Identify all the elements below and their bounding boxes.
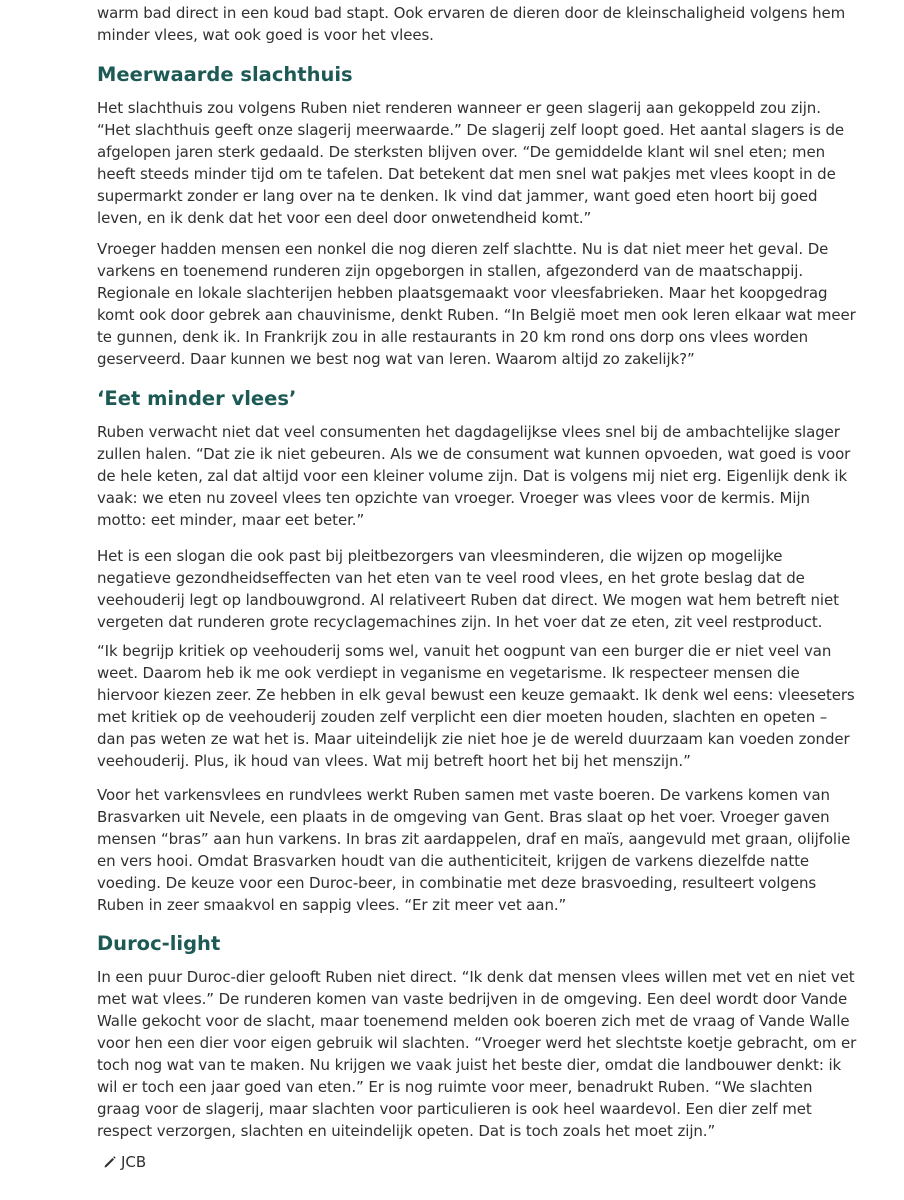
paragraph: Vroeger hadden mensen een nonkel die nog dieren zelf slachtte. Nu is dat niet meer het geval. De varkens en toenemend runderen zijn opgeborgen in stallen, afgezonderd van de maatschappij. Regionale en lokale slachterijen hebben plaatsgemaakt voor vleesfabrieken. Maar het koopgedrag komt ook door gebrek aan chauvinisme, denkt Ruben. “In België moet men ook leren elkaar wat meer te gunnen, denk ik. In Frankrijk zou in alle restaurants in 20 km rond ons dorp ons vlees worden geserveerd. Daar kunnen we best nog wat van leren. Waarom altijd zo zakelijk?” [97, 240, 856, 368]
section-heading-meerwaarde: Meerwaarde slachthuis [97, 63, 353, 86]
section-heading-eet-minder-vlees: ‘Eet minder vlees’ [97, 387, 297, 410]
paragraph: Ruben verwacht niet dat veel consumenten het dagdagelijkse vlees snel bij de ambachtelijke slager zullen halen. “Dat zie ik niet gebeuren. Als we de consument wat kunnen opvoeden, wat goed is voor de hele keten, zal dat altijd voor een kleiner volume zijn. Dat is volgens mij niet erg. Eigenlijk denk ik vaak: we eten nu zoveel vlees ten opzichte van vroeger. Vroeger was vlees voor de kermis. Mijn motto: eet minder, maar eet beter.” [97, 423, 851, 529]
paragraph: In een puur Duroc-dier gelooft Ruben niet direct. “Ik denk dat mensen vlees willen met vet en niet vet met wat vlees.” De runderen komen van vaste bedrijven in de omgeving. Een deel wordt door Vande Walle gekocht voor de slacht, maar toenemend melden ook boeren zich met de vraag of Vande Walle voor hen een dier voor eigen gebruik wil slachten. “Vroeger werd het slechtste koetje gebracht, om er toch nog wat van te maken. Nu krijgen we vaak juist het beste dier, omdat die landbouwer denkt: ik wil er toch een jaar goed van eten.” Er is nog ruimte voor meer, benadrukt Ruben. “We slachten graag voor de slagerij, maar slachten voor particulieren is ook heel waardevol. Een dier zelf met respect verzorgen, slachten en uiteindelijk opeten. Dat is toch zoals het moet zijn.” [97, 968, 857, 1140]
author-byline [103, 1151, 146, 1173]
paragraph: Het slachthuis zou volgens Ruben niet renderen wanneer er geen slagerij aan gekoppeld zou zijn. “Het slachthuis geeft onze slagerij meerwaarde.” De slagerij zelf loopt goed. Het aantal slagers is de afgelopen jaren sterk gedaald. De sterksten blijven over. “De gemiddelde klant wil snel eten; men heeft steeds minder tijd om te tafelen. Dat betekent dat men snel wat pakjes met vlees koopt in de supermarkt zonder er lang over na te denken. Ik vind dat jammer, want goed eten hoort bij goed leven, en ik denk dat het voor een deel door onwetendheid komt.” [97, 99, 845, 227]
pencil-icon [103, 1155, 117, 1169]
paragraph: “Ik begrijp kritiek op veehouderij soms wel, vanuit het oogpunt van een burger die er niet veel van weet. Daarom heb ik me ook verdiept in veganisme en vegetarisme. Ik respecteer mensen die hiervoor kiezen zeer. Ze hebben in elk geval bewust een keuze gemaakt. Ik denk wel eens: vleeseters met kritiek op de veehouderij zouden zelf verplicht een dier moeten houden, slachten en opeten – dan pas weten ze wat het is. Maar uiteindelijk zie niet hoe je de wereld duurzaam kan voeden zonder veehouderij. Plus, ik houd van vlees. Wat mij betreft hoort het bij het menszijn.” [97, 642, 855, 770]
section-heading-duroc-light: Duroc-light [97, 932, 221, 955]
paragraph: Het is een slogan die ook past bij pleitbezorgers van vleesminderen, die wijzen op mogelijke negatieve gezondheidseffecten van het eten van te veel rood vlees, en het grote beslag dat de veehouderij legt op landbouwgrond. Al relativeert Ruben dat direct. We mogen wat hem betreft niet vergeten dat runderen grote recyclagemachines zijn. In het voer dat ze eten, zit veel restproduct. [97, 547, 839, 631]
author-name[interactable]: JCB [121, 1153, 147, 1171]
paragraph: Voor het varkensvlees en rundvlees werkt Ruben samen met vaste boeren. De varkens komen van Brasvarken uit Nevele, een plaats in de omgeving van Gent. Bras slaat op het voer. Vroeger gaven mensen “bras” aan hun varkens. In bras zit aardappelen, draf en maïs, aangevuld met graan, olijfolie en vers hooi. Omdat Brasvarken houdt van die authenticiteit, krijgen de varkens diezelfde natte voeding. De keuze voor een Duroc-beer, in combinatie met deze brasvoeding, resulteert volgens Ruben in zeer smaakvol en sappig vlees. “Er zit meer vet aan.” [97, 786, 851, 914]
intro-paragraph: warm bad direct in een koud bad stapt. Ook ervaren de dieren door de kleinschaligheid volgens hem minder vlees, wat ook goed is voor het vlees. [97, 4, 846, 44]
